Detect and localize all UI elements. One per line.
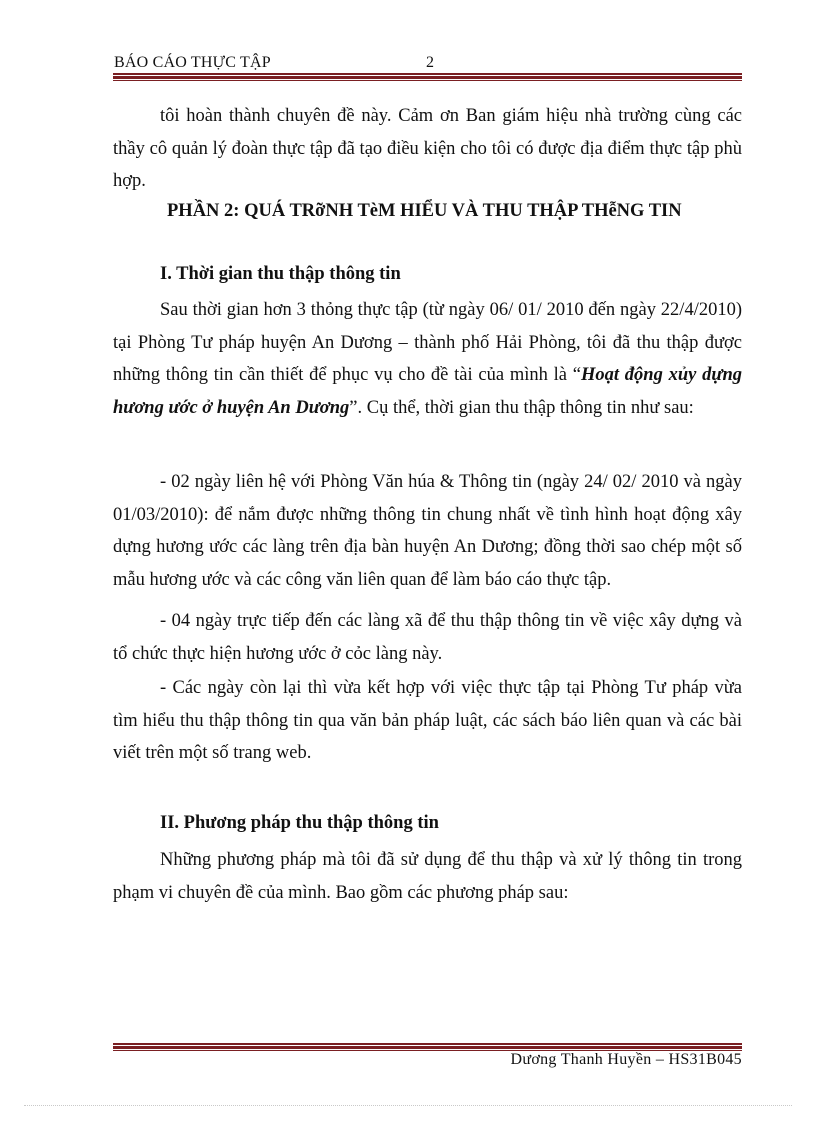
paragraph-text: ”. Cụ thể, thời gian thu thập thông tin như sau: — [349, 397, 694, 418]
topic-title: Hoạt động xủy dựng hương ước ở huyện An Dương — [113, 365, 742, 418]
footer-rule — [113, 1043, 742, 1051]
bullet-paragraph-3: - Các ngày còn lại thì vừa kết hợp với việc thực tập tại Phòng Tư pháp vừa tìm hiểu thu thập thông tin qua văn bản pháp luật, các sách báo liên quan và các bài viết trên một số trang web. — [113, 678, 742, 763]
page-number: 2 — [426, 54, 434, 71]
header-rule — [113, 73, 742, 81]
bullet-paragraph-1: - 02 ngày liên hệ với Phòng Văn húa & Thông tin (ngày 24/ 02/ 2010 và ngày 01/03/2010): để nắm được những thông tin chung nhất về tình hình hoạt động xây dựng hương ước các làng trên địa bàn huyện An Dương; đồng thời sao chép một số mẫu hương ước và các công văn liên quan để làm báo cáo thực tập. — [113, 472, 742, 590]
part-heading: PHẦN 2: QUÁ TRỡNH TèM HIỂU VÀ THU THẬP THễNG TIN — [167, 201, 682, 221]
footer-author: Dương Thanh Huyền – HS31B045 — [510, 1051, 742, 1068]
methods-paragraph: Những phương pháp mà tôi đã sử dụng để thu thập và xử lý thông tin trong phạm vi chuyên đề của mình. Bao gồm các phương pháp sau: — [113, 850, 742, 903]
header-title: BÁO CÁO THỰC TẬP — [114, 54, 271, 71]
page-edge-dotted-line — [24, 1105, 792, 1106]
paragraph-text: Sau thời gian hơn 3 thỏng thực tập (từ ngày 06/ 01/ 2010 đến ngày 22/4/2010) tại Phòng Tư pháp huyện An Dương – thành phố Hải Phòng, tôi đã thu thập được những thông tin cần thiết để phục vụ cho đề tài của mình là “ — [113, 300, 742, 385]
section-heading-2: II. Phương pháp thu thập thông tin — [160, 813, 439, 833]
section-heading-1: I. Thời gian thu thập thông tin — [160, 264, 401, 284]
intro-paragraph — [113, 100, 742, 198]
intro-text: tôi hoàn thành chuyên đề này. Cảm ơn Ban giám hiệu nhà trường cùng các thầy cô quản lý đoàn thực tập đã tạo điều kiện cho tôi có được địa điểm thực tập phù hợp. — [113, 106, 742, 191]
collection-time-paragraph — [113, 294, 742, 424]
bullet-paragraph-2: - 04 ngày trực tiếp đến các làng xã để thu thập thông tin về việc xây dựng và tổ chức thực hiện hương ước ở cỏc làng này. — [113, 611, 742, 664]
